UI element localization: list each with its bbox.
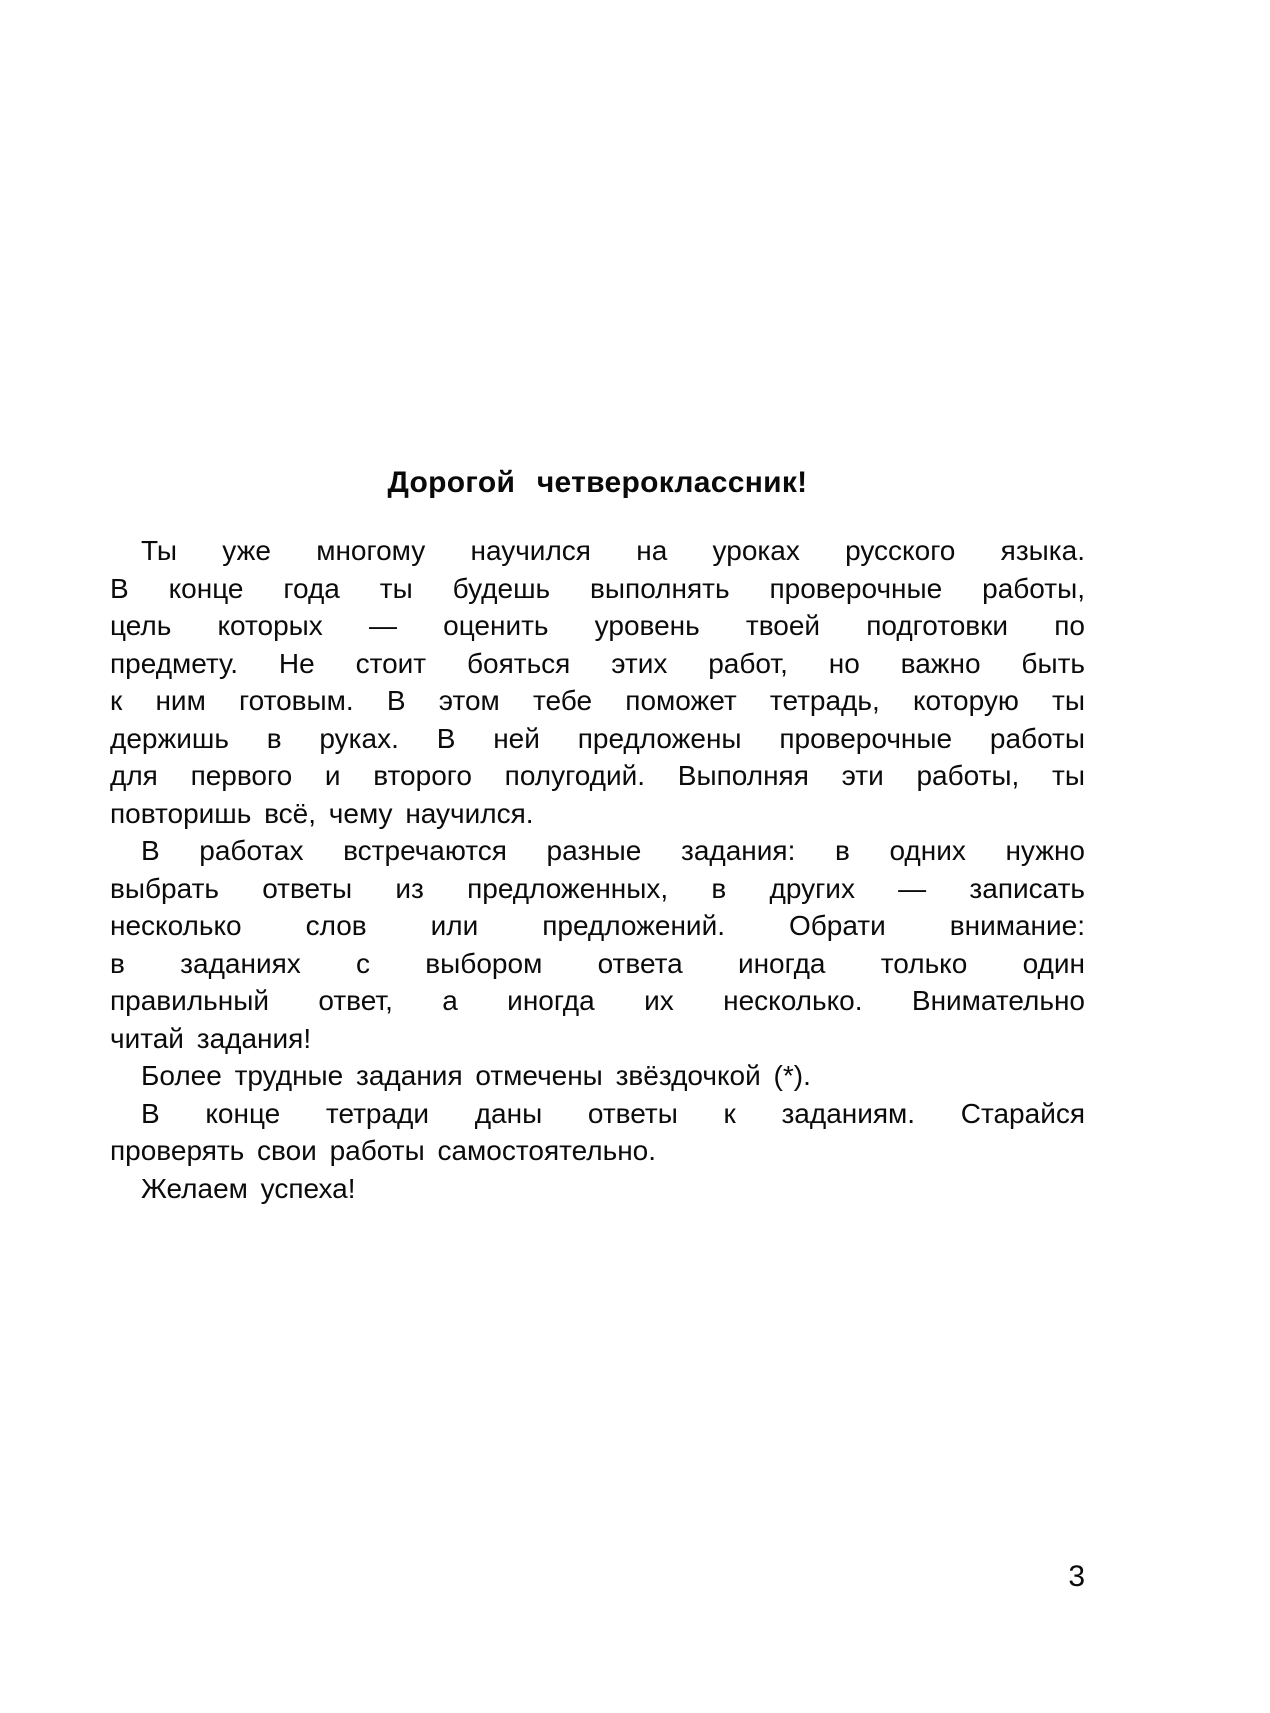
text-line: в заданиях с выбором ответа иногда только один: [110, 947, 1085, 979]
text-line: проверять свои работы самостоятельно.: [110, 1135, 657, 1166]
body-text: [110, 532, 1085, 1207]
text-line: Ты уже многому научился на уроках русского языка.: [141, 535, 1085, 566]
page-number: 3: [1068, 1560, 1085, 1593]
text-line: читай задания!: [110, 1022, 312, 1054]
text-line: держишь в руках. В ней предложены проверочные работы: [110, 722, 1085, 754]
text-line: Более трудные задания отмечены звёздочкой (*).: [141, 1060, 811, 1091]
page-title: Дорогой четвероклассник!: [387, 466, 808, 499]
text-line: выбрать ответы из предложенных, в других — записать: [110, 872, 1085, 904]
text-line: Желаем успеха!: [141, 1172, 356, 1204]
text-line: к ним готовым. В этом тебе поможет тетрадь, которую ты: [110, 685, 1085, 716]
text-line: В работах встречаются разные задания: в одних нужно: [141, 835, 1085, 866]
text-line: В конце года ты будешь выполнять проверочные работы,: [110, 572, 1085, 604]
text-line: цель которых — оценить уровень твоей подготовки по: [110, 610, 1085, 641]
text-line: для первого и второго полугодий. Выполняя эти работы, ты: [110, 760, 1085, 791]
text-line: повторишь всё, чему научился.: [110, 797, 534, 829]
text-line: В конце тетради даны ответы к заданиям. Старайся: [141, 1097, 1085, 1129]
text-line: несколько слов или предложений. Обрати внимание:: [110, 910, 1085, 941]
text-line: предмету. Не стоит бояться этих работ, но важно быть: [110, 647, 1085, 679]
text-line: правильный ответ, а иногда их несколько. Внимательно: [110, 985, 1085, 1016]
